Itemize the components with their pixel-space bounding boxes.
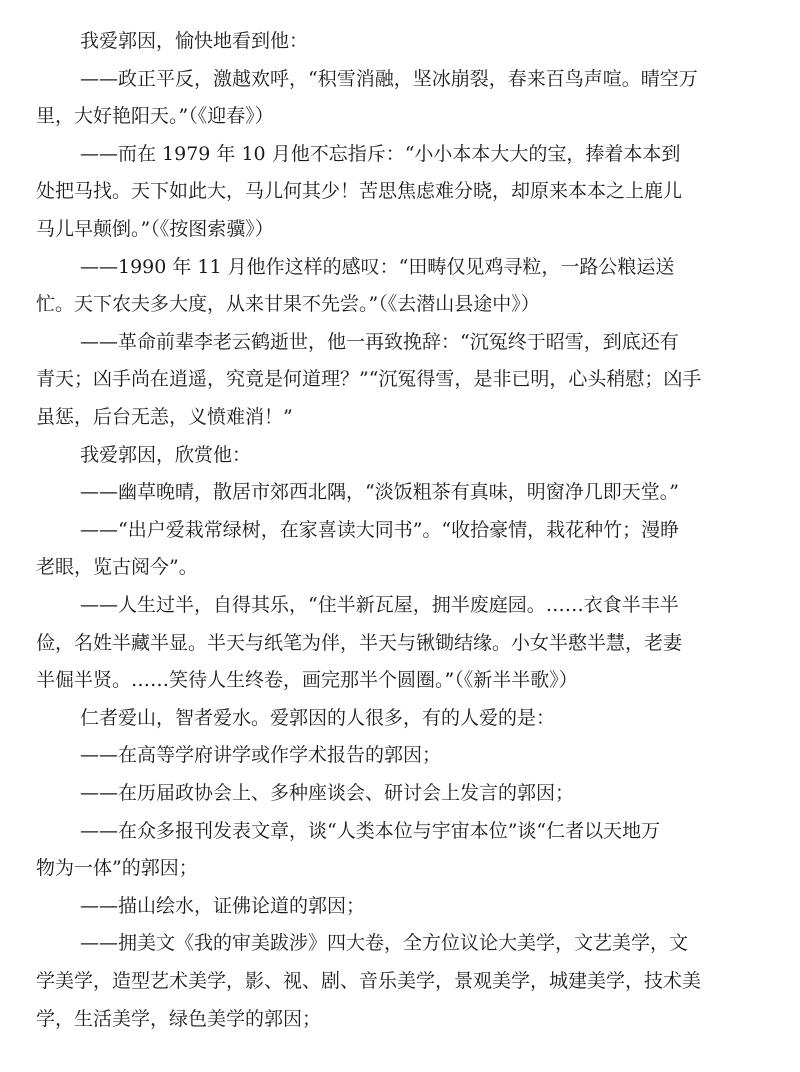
text-line: ——在历届政协会上、多种座谈会、研讨会上发言的郭因；: [80, 782, 575, 804]
text-line: 我爱郭因，欣赏他：: [80, 444, 252, 466]
text-line: 学，生活美学，绿色美学的郭因；: [36, 1008, 322, 1030]
text-line: 仁者爱山，智者爱水。爱郭因的人很多，有的人爱的是：: [80, 707, 556, 729]
text-line: ——在高等学府讲学或作学术报告的郭因；: [80, 744, 442, 766]
text-line: 老眼，览古阅今”。: [36, 556, 198, 578]
text-line: 我爱郭因，愉快地看到他：: [80, 30, 309, 52]
text-line: ——政正平反，激越欢呼，“积雪消融，坚冰崩裂，春来百鸟声喧。晴空万: [80, 68, 698, 90]
text-line: 学美学，造型艺术美学，影、视、剧、音乐美学，景观美学，城建美学，技术美: [36, 970, 702, 992]
text-line: 处把马找。天下如此大，马儿何其少！苦思焦虑难分晓，却原来本本之上鹿儿: [36, 180, 683, 202]
text-line: 忙。天下农夫多大度，从来甘果不先尝。”（《去潜山县途中》）: [36, 293, 540, 315]
text-line: 马儿早颠倒。”（《按图索骥》）: [36, 218, 274, 240]
text-line: ——而在 1979 年 10 月他不忘指斥：“小小本本大大的宝，捧着本本到: [80, 143, 681, 165]
text-line: ——1990 年 11 月他作这样的感叹：“田畴仅见鸡寻粒，一路公粮运送: [80, 256, 675, 278]
text-line: ——人生过半，自得其乐，“住半新瓦屋，拥半废庭园。……衣食半丰半: [80, 594, 679, 616]
text-line: ——“出户爱栽常绿树，在家喜读大同书”。“收拾豪情，栽花种竹；漫睁: [80, 519, 680, 541]
text-line: ——在众多报刊发表文章，谈“人类本位与宇宙本位”谈“仁者以天地万: [80, 820, 661, 842]
text-line: 半倔半贤。……笑待人生终卷，画完那半个圆圈。”（《新半半歌》）: [36, 669, 578, 691]
text-line: ——描山绘水，证佛论道的郭因；: [80, 895, 366, 917]
text-line: 物为一体”的郭因；: [36, 857, 198, 879]
text-line: 虽惩，后台无恙，义愤难消！”: [36, 406, 293, 428]
text-line: ——革命前辈李老云鹤逝世，他一再致挽辞：“沉冤终于昭雪，到底还有: [80, 331, 679, 353]
text-line: 里，大好艳阳天。”（《迎春》）: [36, 105, 274, 127]
text-line: ——幽草晚晴，散居市郊西北隅，“淡饭粗茶有真味，明窗净几即天堂。”: [80, 481, 679, 503]
text-line: ——拥美文《我的审美跋涉》四大卷，全方位议论大美学，文艺美学，文: [80, 932, 689, 954]
text-line: 俭，名姓半藏半显。半天与纸笔为伴，半天与锹锄结缘。小女半憨半慧，老妻: [36, 632, 683, 654]
text-line: 青天；凶手尚在逍遥，究竟是何道理？”“沉冤得雪，是非已明，心头稍慰；凶手: [36, 368, 702, 390]
